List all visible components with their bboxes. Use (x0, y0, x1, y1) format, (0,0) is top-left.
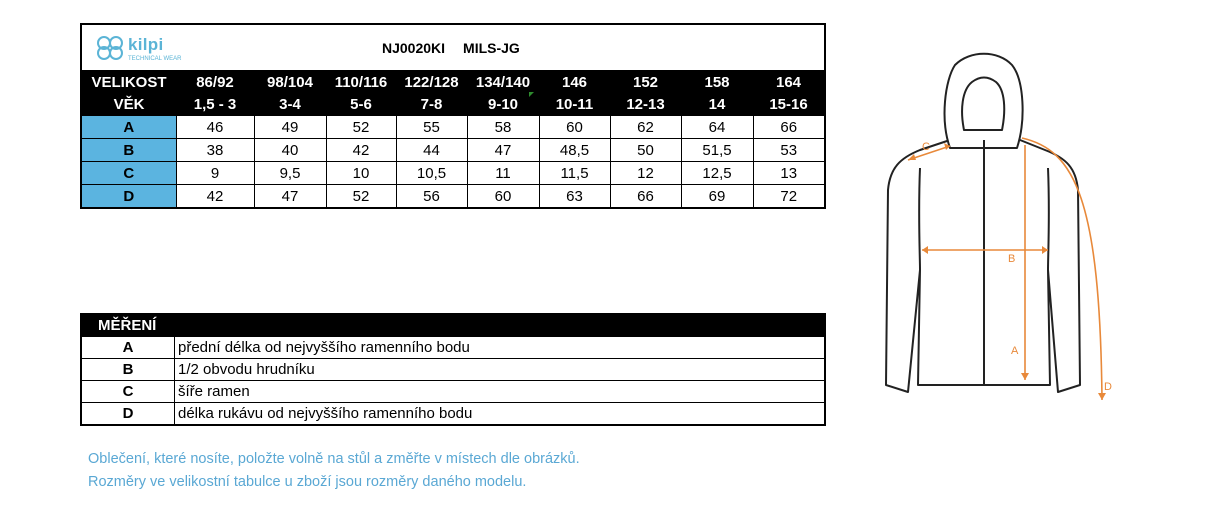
age-label: VĚK (82, 93, 176, 116)
value-cell: 38 (176, 139, 254, 162)
value-cell: 42 (326, 139, 396, 162)
value-cell: 64 (681, 116, 753, 139)
value-cell: 10,5 (396, 162, 467, 185)
value-cell: 52 (326, 185, 396, 208)
row-key: C (82, 162, 176, 185)
size-chart-header (82, 25, 824, 71)
value-cell: 44 (396, 139, 467, 162)
row-key: D (82, 185, 176, 208)
age-cell: 3-4 (254, 93, 326, 116)
value-cell: 12 (610, 162, 681, 185)
size-cell: 134/140 (467, 71, 539, 93)
row-key: B (82, 139, 176, 162)
value-cell: 53 (753, 139, 824, 162)
measurement-title: MĚŘENÍ (82, 315, 824, 336)
measure-key: A (82, 337, 175, 359)
value-cell: 60 (539, 116, 610, 139)
measure-key: C (82, 381, 175, 403)
row-key: A (82, 116, 176, 139)
value-cell: 10 (326, 162, 396, 185)
age-cell: 12-13 (610, 93, 681, 116)
size-cell: 86/92 (176, 71, 254, 93)
measure-key: D (82, 403, 175, 425)
value-cell: 66 (610, 185, 681, 208)
measure-row (82, 381, 824, 403)
age-cell: 1,5 - 3 (176, 93, 254, 116)
value-cell: 72 (753, 185, 824, 208)
measure-desc: přední délka od nejvyššího ramenního bodu (175, 337, 825, 359)
size-cell: 98/104 (254, 71, 326, 93)
disclaimer-note: Rozměry ve velikostní tabulce u zboží jsou rozměry daného modelu. (88, 474, 527, 490)
value-cell: 40 (254, 139, 326, 162)
value-cell: 56 (396, 185, 467, 208)
product-code: NJ0020KI (382, 40, 446, 56)
value-cell: 47 (254, 185, 326, 208)
value-cell: 49 (254, 116, 326, 139)
value-cell: 42 (176, 185, 254, 208)
table-row (82, 185, 824, 208)
diagram-label-d: D (1104, 381, 1112, 393)
value-cell: 58 (467, 116, 539, 139)
measurement-legend-table (80, 313, 826, 426)
table-row (82, 162, 824, 185)
age-cell: 10-11 (539, 93, 610, 116)
age-cell: 14 (681, 93, 753, 116)
hood-opening (962, 78, 1004, 131)
value-cell: 46 (176, 116, 254, 139)
sleeve-seam-left (919, 168, 920, 270)
value-cell: 12,5 (681, 162, 753, 185)
sleeve-seam-right (1048, 168, 1049, 270)
diagram-label-b: B (1008, 253, 1016, 265)
size-label: VELIKOST (82, 71, 176, 93)
measure-row (82, 403, 824, 425)
measure-desc: šíře ramen (175, 381, 825, 403)
age-cell: 5-6 (326, 93, 396, 116)
value-cell: 52 (326, 116, 396, 139)
value-cell: 9 (176, 162, 254, 185)
value-cell: 69 (681, 185, 753, 208)
measure-row (82, 337, 824, 359)
value-cell: 11,5 (539, 162, 610, 185)
product-title (382, 40, 520, 56)
jacket-measurement-diagram (860, 40, 1130, 410)
measure-desc: 1/2 obvodu hrudníku (175, 359, 825, 381)
age-row (82, 93, 824, 116)
cell-comment-marker (529, 92, 534, 97)
value-cell: 51,5 (681, 139, 753, 162)
size-cell: 152 (610, 71, 681, 93)
measure-row (82, 359, 824, 381)
size-chart-table (80, 23, 826, 209)
table-row (82, 139, 824, 162)
kilpi-knot-icon (94, 33, 126, 63)
product-model: MILS-JG (463, 40, 520, 56)
value-cell: 11 (467, 162, 539, 185)
brand-name: kilpi (128, 35, 164, 54)
value-cell: 9,5 (254, 162, 326, 185)
age-cell: 7-8 (396, 93, 467, 116)
value-cell: 66 (753, 116, 824, 139)
brand-tagline: TECHNICAL WEAR (128, 56, 182, 62)
age-cell: 9-10 (467, 93, 539, 116)
value-cell: 55 (396, 116, 467, 139)
size-row (82, 71, 824, 93)
value-cell: 62 (610, 116, 681, 139)
measure-key: B (82, 359, 175, 381)
value-cell: 63 (539, 185, 610, 208)
diagram-label-c: C (922, 141, 930, 153)
age-cell: 15-16 (753, 93, 824, 116)
value-cell: 48,5 (539, 139, 610, 162)
size-cell: 164 (753, 71, 824, 93)
diagram-label-a: A (1011, 345, 1019, 357)
value-cell: 60 (467, 185, 539, 208)
table-row (82, 116, 824, 139)
size-cell: 158 (681, 71, 753, 93)
size-cell: 146 (539, 71, 610, 93)
size-cell: 110/116 (326, 71, 396, 93)
value-cell: 50 (610, 139, 681, 162)
value-cell: 47 (467, 139, 539, 162)
measure-desc: délka rukávu od nejvyššího ramenního bodu (175, 403, 825, 425)
kilpi-logo (94, 33, 184, 65)
value-cell: 13 (753, 162, 824, 185)
instruction-note: Oblečení, které nosíte, položte volně na stůl a změřte v místech dle obrázků. (88, 451, 580, 467)
size-cell: 122/128 (396, 71, 467, 93)
